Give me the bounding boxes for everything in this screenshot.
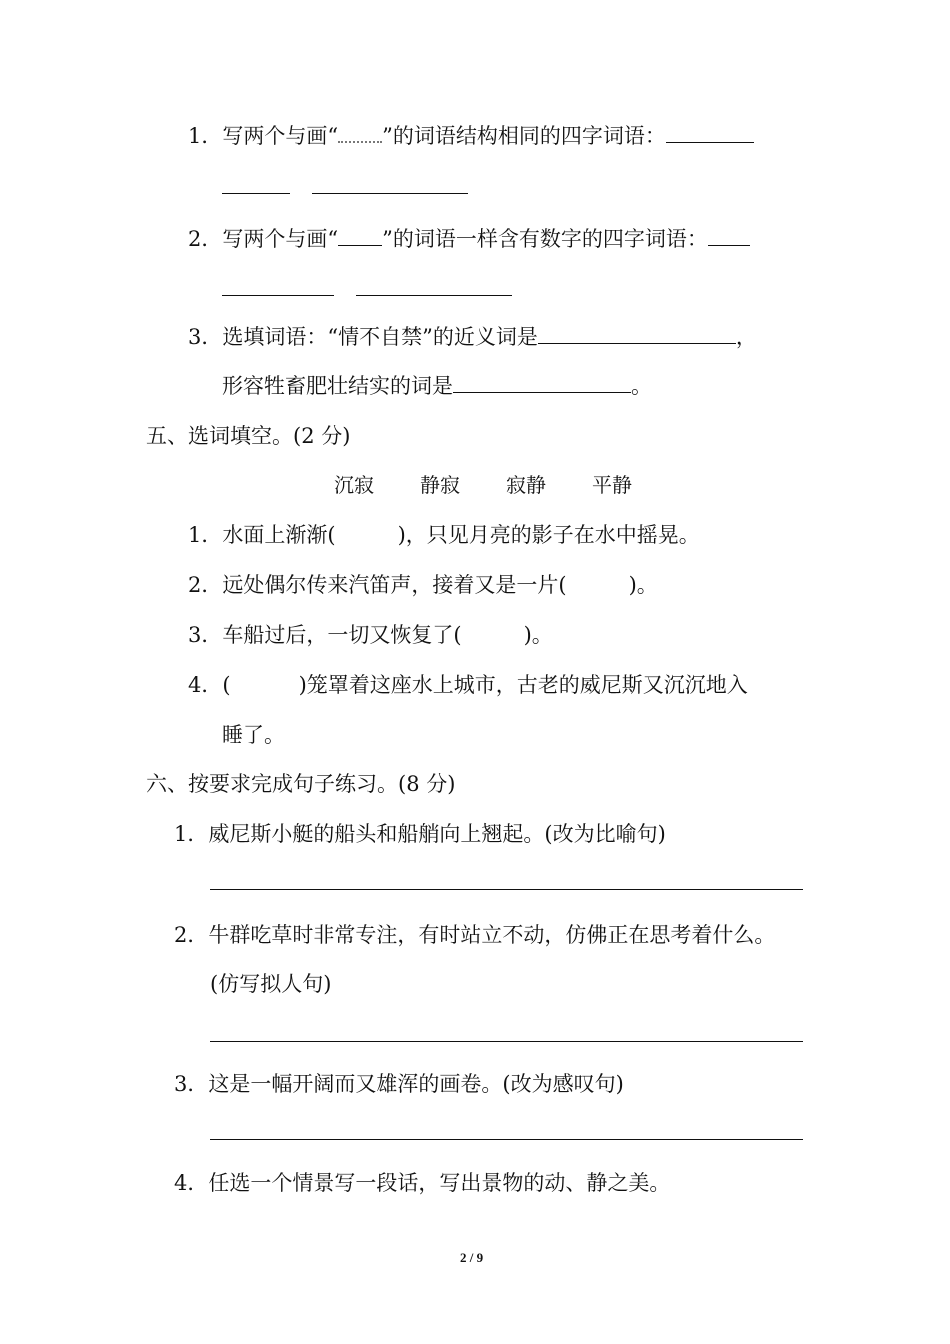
answer-line[interactable] (210, 1041, 803, 1042)
q4-1-num: 1． (188, 124, 223, 148)
q6-1-text: 威尼斯小艇的船头和船艄向上翘起。(改为比喻句) (208, 822, 666, 846)
answer-blank[interactable] (312, 173, 468, 194)
q6-4 (174, 1168, 670, 1198)
option-word: 平静 (592, 473, 632, 497)
wavy-underline-blank (338, 121, 382, 143)
q6-3 (174, 1069, 624, 1099)
q4-1-line1 (188, 121, 754, 151)
q4-3-text-c: 形容牲畜肥壮结实的词是 (222, 374, 453, 398)
option-word: 静寂 (420, 473, 460, 497)
q5-3-num: 3． (188, 623, 223, 647)
q5-4-text-b: )笼罩着这座水上城市，古老的威尼斯又沉沉地入 (298, 673, 748, 697)
q4-3-num: 3． (188, 325, 223, 349)
q6-3-text: 这是一幅开阔而又雄浑的画卷。(改为感叹句) (208, 1072, 624, 1096)
q6-2-num: 2． (174, 923, 209, 947)
q6-2-line1 (174, 920, 775, 950)
answer-blank[interactable] (222, 275, 334, 296)
answer-line[interactable] (210, 889, 803, 890)
option-word: 沉寂 (334, 473, 374, 497)
underline-blank (338, 225, 382, 246)
answer-blank[interactable] (538, 323, 736, 344)
q5-2-num: 2． (188, 573, 223, 597)
q6-1-num: 1． (174, 822, 209, 846)
q5-1-text-a: 水面上渐渐( (222, 523, 336, 547)
q4-3-text-b: ， (735, 325, 757, 349)
q5-4-line1 (188, 670, 748, 700)
q4-3-line2 (222, 371, 652, 401)
q4-2-text-a: 写两个与画“ (222, 227, 339, 251)
section6-title: 六、按要求完成句子练习。(8 分) (146, 772, 456, 796)
q5-4-num: 4． (188, 673, 223, 697)
q5-4-text-a: ( (222, 673, 231, 697)
q5-2-text-b: )。 (628, 573, 658, 597)
answer-blank[interactable] (222, 173, 290, 194)
answer-blank[interactable] (666, 122, 754, 143)
q4-3-text-a: 选填词语：“情不自禁”的近义词是 (222, 325, 538, 349)
q5-2-text-a: 远处偶尔传来汽笛声，接着又是一片( (222, 573, 567, 597)
q5-3-text-a: 车船过后，一切又恢复了( (222, 623, 462, 647)
q4-2-num: 2． (188, 227, 223, 251)
page-number: 2 / 9 (460, 1250, 484, 1265)
q6-4-num: 4． (174, 1171, 209, 1195)
q4-2-text-b: ”的词语一样含有数字的四字词语： (382, 227, 708, 251)
q5-1 (188, 520, 700, 550)
q4-2-line2 (222, 274, 512, 304)
q5-3 (188, 620, 553, 650)
q5-3-text-b: )。 (523, 623, 553, 647)
q4-3-text-d: 。 (631, 374, 652, 398)
q6-1 (174, 819, 666, 849)
q6-2-note: (仿写拟人句) (210, 972, 332, 996)
q4-1-text-a: 写两个与画“ (222, 124, 339, 148)
q4-3-line1 (188, 322, 757, 352)
answer-blank[interactable] (708, 225, 750, 246)
q5-1-text-b: )，只见月亮的影子在水中摇晃。 (397, 523, 700, 547)
word-options (334, 470, 678, 500)
q4-1-line2 (222, 172, 468, 202)
section5-title: 五、选词填空。(2 分) (146, 424, 351, 448)
q5-2 (188, 570, 658, 600)
q6-4-text: 任选一个情景写一段话，写出景物的动、静之美。 (208, 1171, 671, 1195)
option-word: 寂静 (506, 473, 546, 497)
answer-line[interactable] (210, 1139, 803, 1140)
answer-blank[interactable] (453, 372, 631, 393)
q5-1-num: 1． (188, 523, 223, 547)
q5-4-line2: 睡了。 (222, 723, 285, 747)
q6-2-text: 牛群吃草时非常专注，有时站立不动，仿佛正在思考着什么。 (208, 923, 776, 947)
q4-1-text-b: ”的词语结构相同的四字词语： (382, 124, 666, 148)
answer-blank[interactable] (356, 275, 512, 296)
q6-3-num: 3． (174, 1072, 209, 1096)
q4-2-line1 (188, 224, 750, 254)
